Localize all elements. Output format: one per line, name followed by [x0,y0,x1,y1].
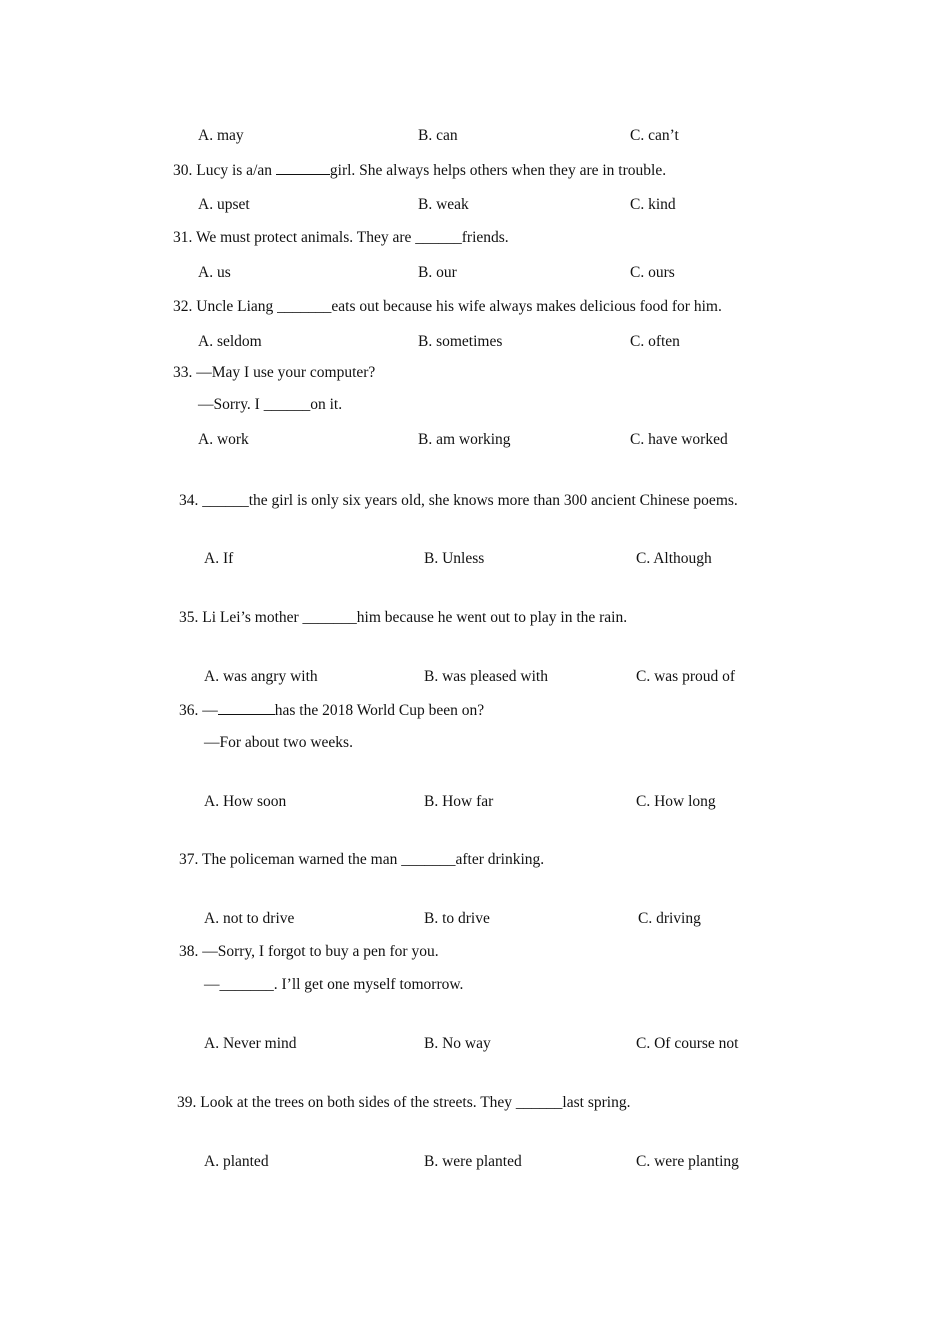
option-b[interactable]: B. sometimes [418,333,503,350]
question-response: ―_______. I’ll get one myself tomorrow. [204,976,464,993]
stem-tail: has the 2018 World Cup been on? [274,702,485,719]
option-c[interactable]: C. Although [636,550,712,567]
question-stem [179,700,484,721]
question-stem: 39. Look at the trees on both sides of the streets. They ______last spring. [177,1094,631,1111]
option-b[interactable]: B. to drive [424,910,490,927]
option-a[interactable]: A. seldom [198,333,262,350]
question-stem: 38. ―Sorry, I forgot to buy a pen for you. [179,943,439,960]
option-c[interactable]: C. often [630,333,680,350]
option-c[interactable]: C. Of course not [636,1035,739,1052]
option-b[interactable]: B. No way [424,1035,491,1052]
answer-blank [276,160,330,175]
question-response: ―Sorry. I ______on it. [198,396,343,413]
option-c[interactable]: C. kind [630,196,676,213]
question-stem: 37. The policeman warned the man _______after drinking. [179,851,545,868]
option-a[interactable]: A. not to drive [204,910,295,927]
option-c[interactable]: C. was proud of [636,668,736,685]
option-a[interactable]: A. may [198,127,244,144]
question-stem [173,160,666,181]
option-b[interactable]: B. were planted [424,1153,522,1170]
question-stem: 32. Uncle Liang _______eats out because his wife always makes delicious food for him. [173,298,722,315]
option-a[interactable]: A. How soon [204,793,287,810]
option-b[interactable]: B. can [418,127,458,144]
option-a[interactable]: A. Never mind [204,1035,297,1052]
option-c[interactable]: C. were planting [636,1153,739,1170]
question-stem: 31. We must protect animals. They are ______friends. [173,229,509,246]
option-a[interactable]: A. planted [204,1153,269,1170]
answer-blank [218,700,275,715]
stem-tail: girl. She always helps others when they are in trouble. [329,162,667,179]
question-stem: 35. Li Lei’s mother _______him because he went out to play in the rain. [179,609,628,626]
option-a[interactable]: A. us [198,264,231,281]
option-b[interactable]: B. am working [418,431,511,448]
option-b[interactable]: B. was pleased with [424,668,548,685]
option-c[interactable]: C. ours [630,264,675,281]
option-c[interactable]: C. driving [638,910,701,927]
option-b[interactable]: B. our [418,264,457,281]
option-b[interactable]: B. Unless [424,550,485,567]
option-a[interactable]: A. was angry with [204,668,318,685]
option-b[interactable]: B. weak [418,196,469,213]
option-a[interactable]: A. upset [198,196,250,213]
option-b[interactable]: B. How far [424,793,494,810]
stem-text: 36. ― [179,702,218,719]
question-response: ―For about two weeks. [204,734,353,751]
option-c[interactable]: C. can’t [630,127,679,144]
question-stem: 33. ―May I use your computer? [173,364,376,381]
option-a[interactable]: A. work [198,431,249,448]
option-c[interactable]: C. have worked [630,431,728,448]
option-c[interactable]: C. How long [636,793,716,810]
question-stem: 34. ______the girl is only six years old, she knows more than 300 ancient Chinese poems. [179,492,738,509]
stem-text: 30. Lucy is a/an [173,162,276,179]
option-a[interactable]: A. If [204,550,234,567]
